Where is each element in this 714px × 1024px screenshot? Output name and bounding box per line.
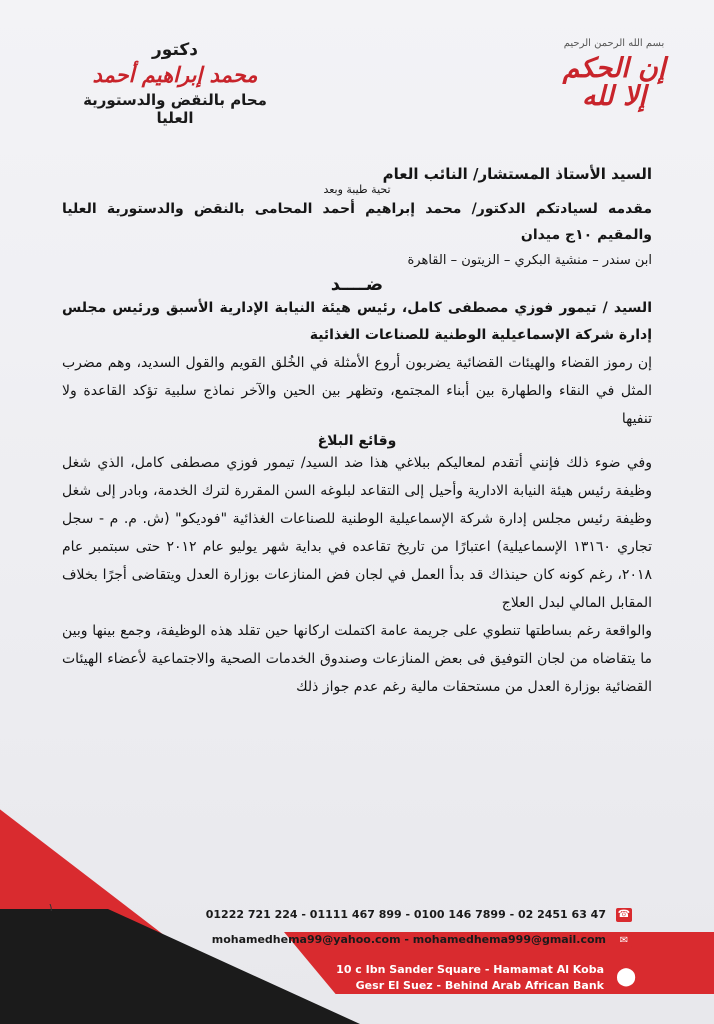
letterhead-title: دكتور [152,40,198,60]
emblem-verse: إن الحكم إلا لله [562,53,666,113]
paragraph-2: وفي ضوء ذلك فإنني أتقدم لمعاليكم ببلاغي هذا ضد السيد/ تيمور فوزي مصطفى كامل، الذي شغل وظيفة رئيس هيئة النيابة الادارية وأحيل إلى التقاعد لبلوغه السن المقررة لترك الخدمة، وبادر إلى شغل وظيفة رئيس مجلس إدارة شركة الإسماعيلية الوطنية للصناعات الغذائية "فوديكو" (ش. م. م - سجل تجاري ١٣١٦٠ الإسماعيلية) اعتبارًا من تاريخ تقاعده في بداية شهر يوليو عام ٢٠١٢ حتى سبتمبر عام ٢٠١٨، رغم كونه كان حينذاك قد بدأ العمل في لجان فض المنازعات بوزارة العدل ويتقاضى أجرًا بخلاف المقابل المالي لبدل العلاج [62,455,652,611]
letterhead [70,40,280,127]
footer-address [336,962,604,994]
paragraph-3: والواقعة رغم بساطتها تنطوي على جريمة عامة اكتملت اركانها حين تقلد هذه الوظيفة، وجمع بينها وبين ما يتقاضاه من لجان التوفيق فى بعض المنازعات وصندوق الخدمات الصحية والاجتماعية لأعضاء الهيئات القضائية بوزارة العدل من مستحقات مالية رغم عدم جواز ذلك [62,623,652,695]
footer-emails: mohamedhema99@yahoo.com - mohamedhema999@gmail.com [211,933,606,946]
footer-dark-wedge [0,909,360,1024]
intro-line: مقدمه لسيادتكم الدكتور/ محمد إبراهيم أحمد المحامى بالنقض والدستورية العليا والمقيم ١٠ج ميدان [62,201,652,243]
phone-icon: ☎ [617,909,631,920]
letterhead-profession: محام بالنقض والدستورية العليا [83,91,267,127]
addressee: السيد الأستاذ المستشار/ النائب العام [382,165,652,183]
calligraphy-emblem [554,38,674,138]
page-number: ١ [48,901,54,914]
intro-address: ابن سندر – منشية البكري – الزيتون – القاهرة [407,253,652,268]
section-heading: وقائع البلاغ [317,433,397,449]
paragraph-1: إن رموز القضاء والهيئات القضائية يضربون أروع الأمثلة في الخُلق القويم والقول السديد، وهم مضرب المثل في النقاء والطهارة بين أبناء المجتمع، وتظهر بين الحين والآخر نماذج سلبية تؤكد القاعدة ولا تنفيها [62,355,652,427]
address-line-1: 10 c Ibn Sander Square - Hamamat Al Koba [336,963,604,976]
letter-body [62,165,652,701]
defendant: السيد / تيمور فوزي مصطفى كامل، رئيس هيئة النيابة الإدارية الأسبق ورئيس مجلس إدارة شركة الإسماعيلية الوطنية للصناعات الغذائية [62,300,652,343]
location-pin-icon: ⬤ [616,966,637,987]
letterhead-name: محمد إبراهيم أحمد [92,62,258,87]
footer-phones: 01222 721 224 - 01111 467 899 - 0100 146 7899 - 02 2451 63 47 [205,908,606,921]
basmala-text: بسم الله الرحمن الرحيم [563,38,665,49]
against-label: ضــــد [330,274,384,295]
address-line-2: Gesr El Suez - Behind Arab African Bank [355,979,604,992]
mail-icon: ✉ [616,934,632,948]
greeting: تحية طيبة وبعد [323,183,391,196]
